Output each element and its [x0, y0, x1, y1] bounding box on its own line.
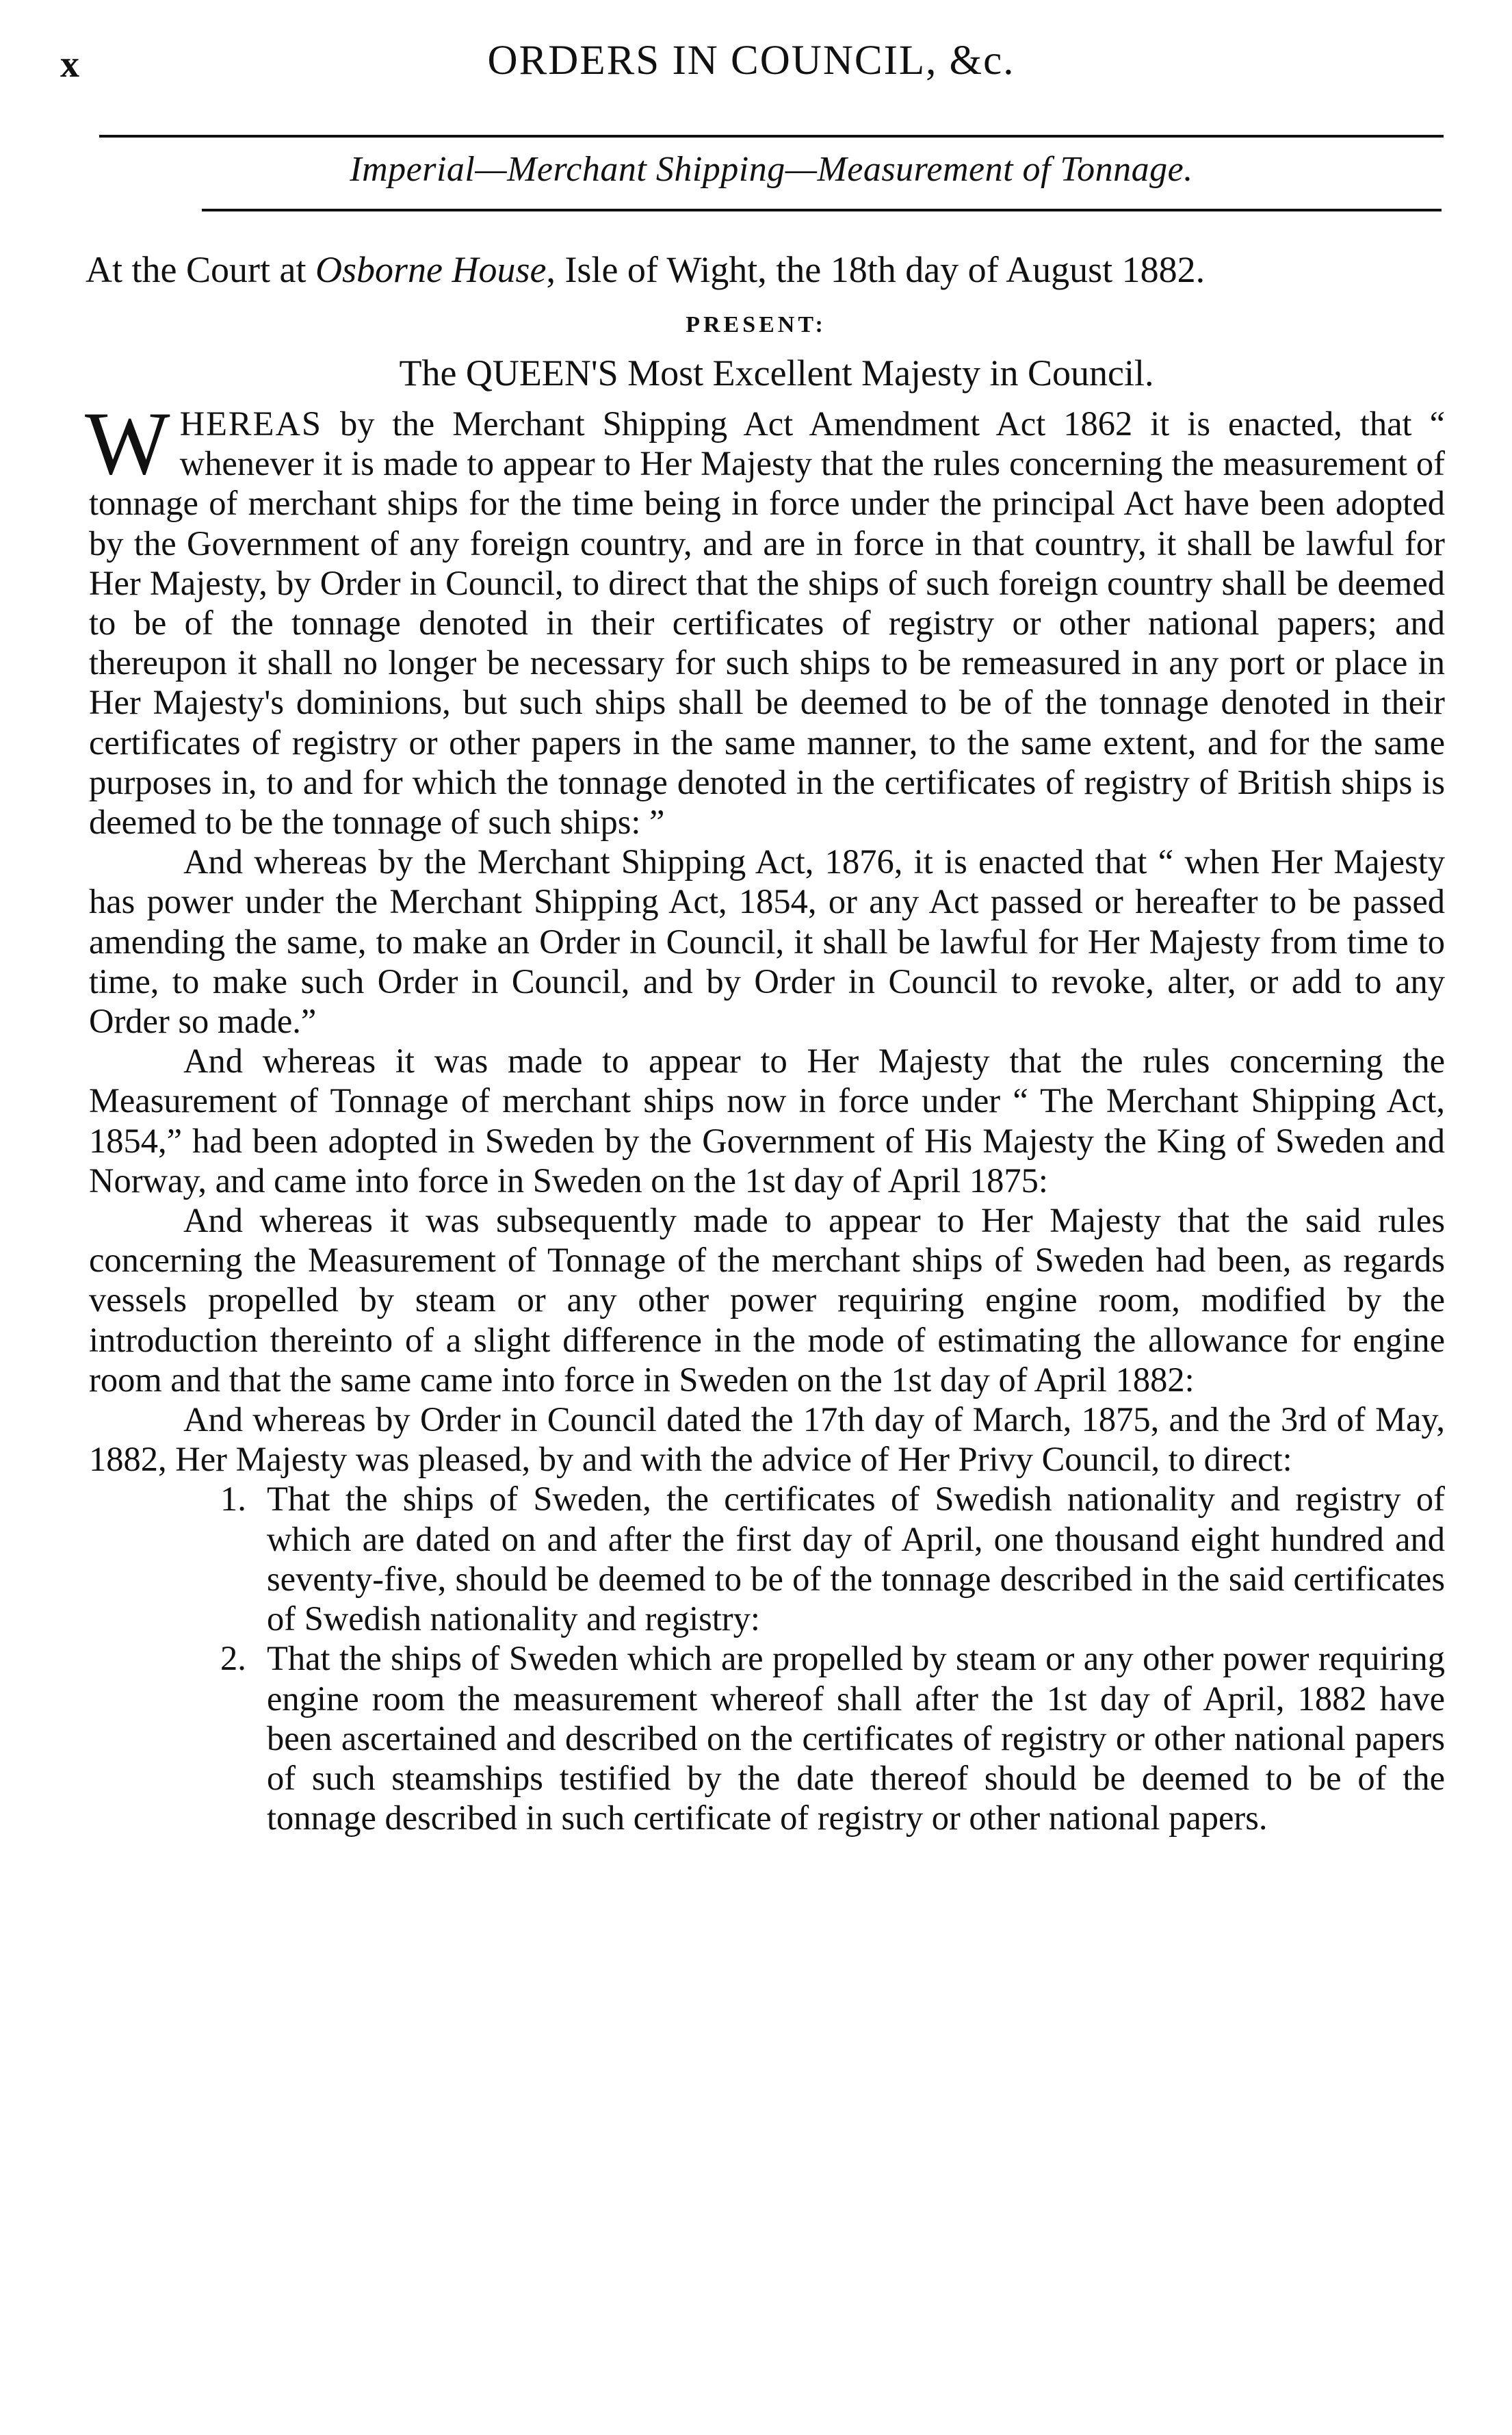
- list-item-number: 1.: [220, 1480, 246, 1519]
- paragraph-whereas-5: And whereas by Order in Council dated the 17th day of March, 1875, and the 3rd of May, 1882, Her Majesty was pleased, by and with the advice of Her Privy Council, to direct:: [89, 1400, 1445, 1479]
- header-rule-top: [99, 135, 1444, 138]
- court-line-prefix: At the Court at: [86, 249, 315, 290]
- header-rule-bottom: [202, 209, 1442, 211]
- list-item-number: 2.: [220, 1639, 246, 1678]
- paragraph-text: by the Merchant Shipping Act Amendment Act 1862 it is enacted, that “ whenever it is made to appear to Her Majesty that the rules concerning the measurement of tonnage of merchant ships for the time being in force under the principal Act have been adopted by the Government of any foreign country, and are in force in that country, it shall be lawful for Her Majesty, by Order in Council, to direct that the ships of such foreign country shall be deemed to be of the tonnage denoted in their certificates of registry or other national papers; and thereupon it shall no longer be necessary for such ships to be remeasured in any port or place in Her Majesty's dominions, but such ships shall be deemed to be of the tonnage denoted in their certificates of registry or other papers in the same manner, to the same extent, and for the same purposes in, to and for which the tonnage denoted in the certificates of registry of British ships is deemed to be the tonnage of such ships: ”: [89, 404, 1445, 842]
- court-place: Osborne House: [315, 249, 547, 290]
- order-body: [85, 393, 1445, 1838]
- page-header: [60, 40, 1442, 101]
- running-title: ORDERS IN COUNCIL, &c.: [487, 38, 1015, 83]
- paragraph-whereas-1: [85, 393, 1445, 842]
- council-line: The QUEEN'S Most Excellent Majesty in Council.: [399, 352, 1154, 394]
- page-number: x: [60, 43, 79, 86]
- paragraph-whereas-3: And whereas it was made to appear to Her Majesty that the rules concerning the Measurement of Tonnage of merchant ships now in force under “ The Merchant Shipping Act, 1854,” had been adopted in Sweden by the Government of His Majesty the King of Sweden and Norway, and came into force in Sweden on the 1st day of April 1875:: [89, 1042, 1445, 1200]
- list-item: [89, 1479, 1445, 1638]
- court-line-suffix: , Isle of Wight, the 18th day of August 1882.: [546, 249, 1205, 290]
- section-subject: Imperial—Merchant Shipping—Measurement of Tonnage.: [350, 150, 1193, 189]
- drop-cap: W: [85, 393, 170, 493]
- directions-list: [89, 1479, 1445, 1838]
- list-item-text: That the ships of Sweden, the certificates of Swedish nationality and registry of which are dated on and after the first day of April, one thousand eight hundred and seventy-five, should be deemed to be of the tonnage described in the said certificates of Swedish nationality and registry:: [267, 1480, 1445, 1638]
- first-word: HEREAS: [179, 404, 322, 443]
- list-item-text: That the ships of Sweden which are propelled by steam or any other power requiring engine room the measurement whereof shall after the 1st day of April, 1882 have been ascertained and described on the certificates of registry or other national papers of such steamships testified by the date thereof should be deemed to be of the tonnage described in such certificate of registry or other national papers.: [267, 1639, 1445, 1838]
- paragraph-whereas-4: And whereas it was subsequently made to appear to Her Majesty that the said rules concerning the Measurement of Tonnage of the merchant ships of Sweden had been, as regards vessels propelled by steam or any other power requiring engine room, modified by the introduction thereinto of a slight difference in the mode of estimating the allowance for engine room and that the same came into force in Sweden on the 1st day of April 1882:: [89, 1201, 1445, 1399]
- present-label: PRESENT:: [686, 312, 826, 337]
- paragraph-whereas-2: And whereas by the Merchant Shipping Act, 1876, it is enacted that “ when Her Majesty has power under the Merchant Shipping Act, 1854, or any Act passed or hereafter to be passed amending the same, to make an Order in Council, it shall be lawful for Her Majesty from time to time, to make such Order in Council, and by Order in Council to revoke, alter, or add to any Order so made.”: [89, 842, 1445, 1041]
- list-item: [89, 1638, 1445, 1838]
- court-line: [86, 250, 1444, 290]
